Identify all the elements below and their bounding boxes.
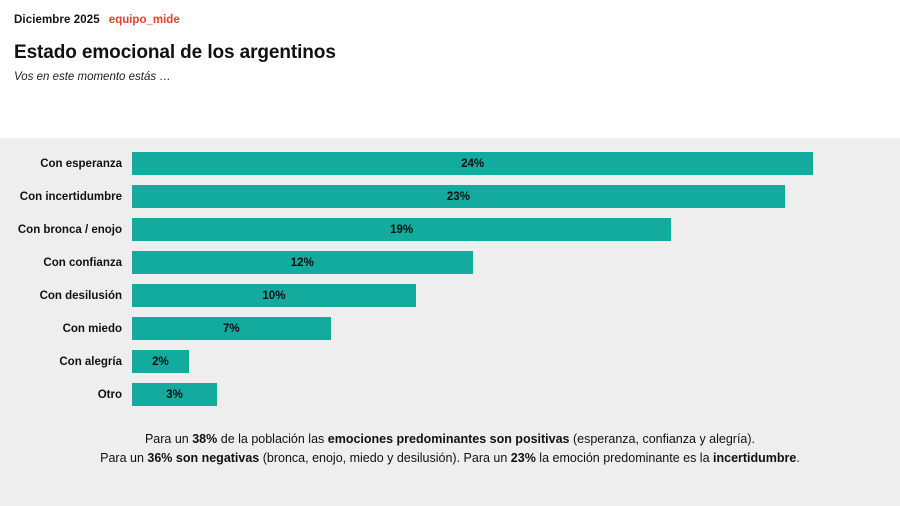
bar-category-label: Con confianza xyxy=(43,256,122,269)
brand-name: equipo_mide xyxy=(108,14,180,26)
bar-fill xyxy=(132,383,217,406)
bar-row xyxy=(0,251,900,274)
bar-row xyxy=(0,383,900,406)
bar-rows xyxy=(0,152,900,406)
bar-category-label: Otro xyxy=(97,388,122,401)
bar-row xyxy=(0,350,900,373)
bar-value-label: 7% xyxy=(223,322,240,335)
footnote-text: (esperanza, confianza y alegría). xyxy=(569,432,756,446)
page-title: Estado emocional de los argentinos xyxy=(14,42,336,63)
meta-line xyxy=(14,14,900,26)
footnote-text: . xyxy=(796,451,800,466)
footnote-text: (bronca, enojo, miedo y desilusión). Para un xyxy=(259,451,511,466)
bar-category-label: Con alegría xyxy=(59,355,122,368)
bar-value-label: 23% xyxy=(446,190,470,203)
bar-category-label: Con incertidumbre xyxy=(19,190,122,203)
bar-track xyxy=(132,152,900,175)
bar-category-label: Con desilusión xyxy=(39,289,122,302)
footnote-line-2 xyxy=(0,449,900,468)
bar-fill xyxy=(132,251,473,274)
bar-fill xyxy=(132,218,671,241)
bar-track xyxy=(132,218,900,241)
bar-value-label: 2% xyxy=(152,355,169,368)
bar-value-label: 10% xyxy=(262,289,286,302)
bar-track xyxy=(132,350,900,373)
bar-row xyxy=(0,185,900,208)
bar-row xyxy=(0,284,900,307)
publication-date: Diciembre 2025 xyxy=(14,14,100,26)
footnote-emphasis: 36% son negativas xyxy=(147,451,260,466)
bar-fill xyxy=(132,284,416,307)
footnote-emphasis: incertidumbre xyxy=(713,451,797,466)
bar-category-label: Con miedo xyxy=(62,322,122,335)
bar-value-label: 24% xyxy=(461,157,485,170)
footnote-text: Para un xyxy=(144,432,193,446)
header xyxy=(0,0,900,83)
bar-chart xyxy=(0,138,900,469)
bar-value-label: 19% xyxy=(390,223,414,236)
bar-row xyxy=(0,218,900,241)
chart-footnotes xyxy=(0,430,900,469)
footnote-line-1 xyxy=(0,430,900,449)
bar-track xyxy=(132,185,900,208)
bar-track xyxy=(132,317,900,340)
footnote-emphasis: 38% xyxy=(192,432,218,446)
bar-fill xyxy=(132,317,331,340)
footnote-text: Para un xyxy=(100,451,148,466)
bar-row xyxy=(0,152,900,175)
bar-category-label: Con bronca / enojo xyxy=(17,223,122,236)
footnote-text: la emoción predominante es la xyxy=(535,451,714,466)
bar-track xyxy=(132,251,900,274)
bar-value-label: 3% xyxy=(166,388,183,401)
bar-fill xyxy=(132,185,785,208)
bar-fill xyxy=(132,152,813,175)
footnote-text: de la población las xyxy=(217,432,328,446)
footnote-emphasis: emociones predominantes son positivas xyxy=(327,432,570,446)
bar-row xyxy=(0,317,900,340)
bar-track xyxy=(132,383,900,406)
bar-category-label: Con esperanza xyxy=(40,157,122,170)
chart-panel xyxy=(0,138,900,506)
footnote-emphasis: 23% xyxy=(510,451,536,466)
bar-fill xyxy=(132,350,189,373)
page-subtitle: Vos en este momento estás … xyxy=(14,71,171,83)
bar-value-label: 12% xyxy=(290,256,314,269)
bar-track xyxy=(132,284,900,307)
